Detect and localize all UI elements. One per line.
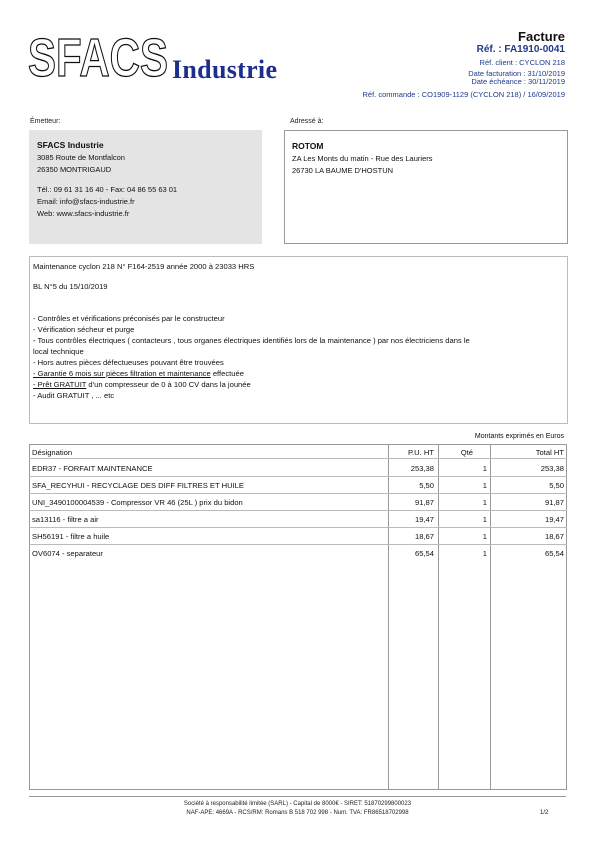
due-date: Date échéance : 30/11/2019 xyxy=(471,77,565,86)
cell-designation: OV6074 - separateur xyxy=(32,549,103,558)
currency-note: Montants exprimés en Euros xyxy=(474,433,564,440)
cell-total: 18,67 xyxy=(544,532,564,541)
garantie-underlined: - Garantie 6 mois sur pièces filtration et maintenance xyxy=(33,369,211,378)
recipient-address1: ZA Les Monts du matin - Rue des Lauriers xyxy=(292,154,433,163)
recipient-label: Adressé à: xyxy=(290,118,324,125)
cell-total: 19,47 xyxy=(544,515,564,524)
page-number: 1/2 xyxy=(540,810,549,816)
cell-total: 91,87 xyxy=(544,498,564,507)
sfacs-logo xyxy=(28,30,168,82)
cell-pu: 18,67 xyxy=(414,532,434,541)
cell-designation: sa13116 - filtre a air xyxy=(32,515,99,524)
description-pret xyxy=(33,379,251,390)
cell-qty: 1 xyxy=(482,498,487,507)
header-designation: Désignation xyxy=(32,448,73,457)
cell-qty: 1 xyxy=(482,481,487,490)
cell-pu: 253,38 xyxy=(410,464,434,473)
order-ref: Réf. commande : CO1909-1129 (CYCLON 218) / 16/09/2019 xyxy=(362,90,565,99)
col-divider xyxy=(388,444,389,790)
emitter-address1: 3085 Route de Montfalcon xyxy=(37,153,125,162)
cell-qty: 1 xyxy=(482,515,487,524)
pret-rest: d'un compresseur de 0 à 100 CV dans la jounée xyxy=(86,380,251,389)
recipient-name: ROTOM xyxy=(292,141,324,151)
cell-designation: EDR37 - FORFAIT MAINTENANCE xyxy=(32,464,153,473)
recipient-box xyxy=(284,130,568,244)
row-divider xyxy=(29,493,567,494)
invoice-date: Date facturation : 31/10/2019 xyxy=(468,69,565,78)
cell-pu: 65,54 xyxy=(414,549,434,558)
row-divider xyxy=(29,476,567,477)
cell-designation: UNI_3490100004539 - Compressor VR 46 (25L ) prix du bidon xyxy=(32,498,243,507)
description-line2: BL N°5 du 15/10/2019 xyxy=(33,282,108,291)
row-divider xyxy=(29,527,567,528)
col-divider xyxy=(490,444,491,790)
header-pu: P.U. HT xyxy=(407,448,434,457)
cell-designation: SFA_RECYHUI - RECYCLAGE DES DIFF FILTRES ET HUILE xyxy=(32,481,244,490)
emitter-name: SFACS Industrie xyxy=(37,140,104,150)
cell-pu: 91,87 xyxy=(414,498,434,507)
header-total: Total HT xyxy=(535,448,564,457)
cell-total: 65,54 xyxy=(544,549,564,558)
emitter-phone: Tél.: 09 61 31 16 40 - Fax: 04 86 55 63 01 xyxy=(37,185,178,194)
invoice-ref: Réf. : FA1910-0041 xyxy=(476,44,565,55)
description-bullet: - Vérification sécheur et purge xyxy=(33,325,135,334)
footer-line2: NAF-APE: 4669A - RCS/RM: Romans B 518 702 998 - Num. TVA: FR86518702998 xyxy=(186,810,409,816)
row-divider xyxy=(29,510,567,511)
emitter-email: Email: info@sfacs-industrie.fr xyxy=(37,197,135,206)
recipient-address2: 26730 LA BAUME D'HOSTUN xyxy=(292,166,394,175)
invoice-title: Facture xyxy=(518,29,565,44)
cell-qty: 1 xyxy=(482,532,487,541)
description-garantie xyxy=(33,368,244,379)
cell-pu: 19,47 xyxy=(414,515,434,524)
emitter-box xyxy=(29,130,262,244)
logo-industrie: Industrie xyxy=(172,55,278,84)
cell-pu: 5,50 xyxy=(419,481,434,490)
header-qty: Qté xyxy=(460,448,473,457)
items-table xyxy=(29,444,567,790)
col-divider xyxy=(438,444,439,790)
footer-line1: Société à responsabilité limitée (SARL) - Capital de 8000€ - SIRET: 51870299800023 xyxy=(183,801,412,807)
description-bullet: - Hors autres pièces défectueuses pouvant être trouvées xyxy=(33,358,224,367)
client-ref: Réf. client : CYCLON 218 xyxy=(479,58,565,67)
emitter-web: Web: www.sfacs-industrie.fr xyxy=(37,209,130,218)
description-audit: - Audit GRATUIT , ... etc xyxy=(33,391,115,400)
emitter-label: Émetteur: xyxy=(30,118,61,125)
description-bullet: - Tous contrôles électriques ( contacteurs , tous organes électriques identifiés lors de la maintenance ) par nos électriciens dans le xyxy=(33,336,470,345)
cell-designation: SH56191 - filtre a huile xyxy=(32,532,110,541)
garantie-rest: effectuée xyxy=(210,369,244,378)
footer-separator xyxy=(29,796,566,797)
description-line1: Maintenance cyclon 218 N° F164-2519 année 2000 à 23033 HRS xyxy=(33,262,255,271)
emitter-address2: 26350 MONTRIGAUD xyxy=(37,165,112,174)
cell-qty: 1 xyxy=(482,464,487,473)
description-box xyxy=(29,256,568,424)
cell-qty: 1 xyxy=(482,549,487,558)
pret-underlined: - Prêt GRATUIT xyxy=(33,380,87,389)
row-divider xyxy=(29,458,567,459)
description-bullet: local technique xyxy=(33,347,84,356)
logo-brand-text: SFACS xyxy=(28,30,168,82)
row-divider xyxy=(29,544,567,545)
cell-total: 253,38 xyxy=(540,464,564,473)
description-bullet: - Contrôles et vérifications préconisés par le constructeur xyxy=(33,314,225,323)
cell-total: 5,50 xyxy=(549,481,564,490)
